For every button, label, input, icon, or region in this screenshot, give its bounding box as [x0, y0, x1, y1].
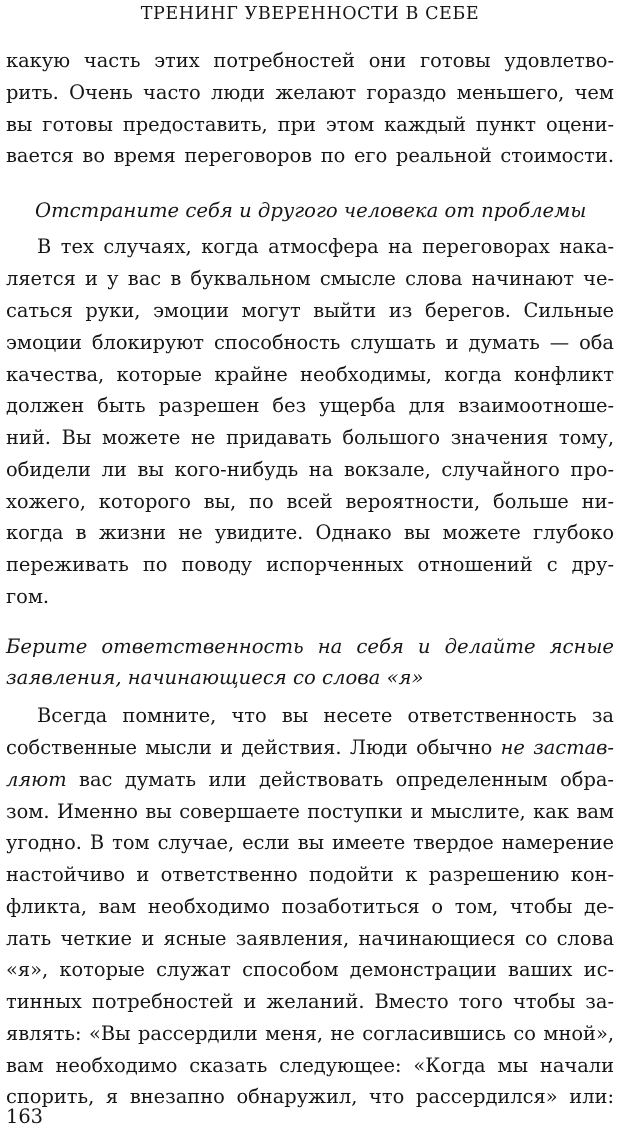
text-line: фликта, вам необходимо позаботиться о том, чтобы де-	[6, 895, 614, 918]
text-line: вам необходимо сказать следующее: «Когда мы начали	[6, 1054, 614, 1077]
text-span: собственные мысли и действия. Люди обычно	[6, 736, 493, 759]
text-line: должен быть разрешен без ущерба для взаимоотноше-	[6, 394, 614, 417]
text-line	[6, 766, 614, 794]
section-heading: заявления, начинающиеся со слова «я»	[6, 666, 424, 689]
text-line: саться руки, эмоции могут выйти из берегов. Сильные	[6, 299, 614, 322]
emphasis-text: не застав-	[500, 736, 614, 759]
running-head: ТРЕНИНГ УВЕРЕННОСТИ В СЕБЕ	[140, 4, 480, 24]
emphasis-text: ляют	[6, 768, 67, 791]
text-line: Всегда помните, что вы несете ответственность за	[37, 704, 614, 727]
text-line: рить. Очень часто люди желают гораздо меньшего, чем	[6, 81, 614, 104]
text-line: когда в жизни не увидите. Однако вы можете глубоко	[6, 521, 614, 544]
text-line: угодно. В том случае, если вы имеете твердое намерение	[6, 831, 614, 854]
text-span: вас думать или действовать определенным обра-	[79, 768, 614, 791]
text-line: какую часть этих потребностей они готовы удовлетво-	[6, 49, 614, 72]
text-line: эмоции блокируют способность слушать и думать — оба	[6, 331, 614, 354]
text-line: переживать по поводу испорченных отношений с дру-	[6, 553, 614, 576]
text-line	[6, 734, 614, 762]
text-line: ляется и у вас в буквальном смысле слова начинают че-	[6, 267, 614, 290]
text-line: тинных потребностей и желаний. Вместо того чтобы за-	[6, 990, 614, 1013]
text-line: лать четкие и ясные заявления, начинающиеся со слова	[6, 927, 614, 950]
text-line: качества, которые крайне необходимы, когда конфликт	[6, 363, 614, 386]
text-line: зом. Именно вы совершаете поступки и мыслите, как вам	[6, 800, 614, 823]
text-line: обидели ли вы кого-нибудь на вокзале, случайного про-	[6, 458, 614, 481]
text-line: настойчиво и ответственно подойти к разрешению кон-	[6, 863, 614, 886]
section-heading: Отстраните себя и другого человека от проблемы	[35, 199, 587, 222]
text-line: хожего, которого вы, по всей вероятности, больше ни-	[6, 490, 614, 513]
text-line: В тех случаях, когда атмосфера на переговорах нака-	[37, 235, 614, 258]
text-line: спорить, я внезапно обнаружил, что рассердился» или:	[6, 1085, 614, 1108]
text-line: гом.	[6, 585, 50, 608]
text-line: вается во время переговоров по его реальной стоимости.	[6, 144, 614, 167]
text-line: «я», которые служат способом демонстрации ваших ис-	[6, 958, 614, 981]
text-line: ний. Вы можете не придавать большого значения тому,	[6, 426, 614, 449]
page-number: 163	[6, 1105, 44, 1128]
text-line: вы готовы предоставить, при этом каждый пункт оцени-	[6, 113, 614, 136]
text-line: являть: «Вы рассердили меня, не согласившись со мной»,	[6, 1022, 614, 1045]
section-heading: Берите ответственность на себя и делайте ясные	[6, 635, 614, 658]
